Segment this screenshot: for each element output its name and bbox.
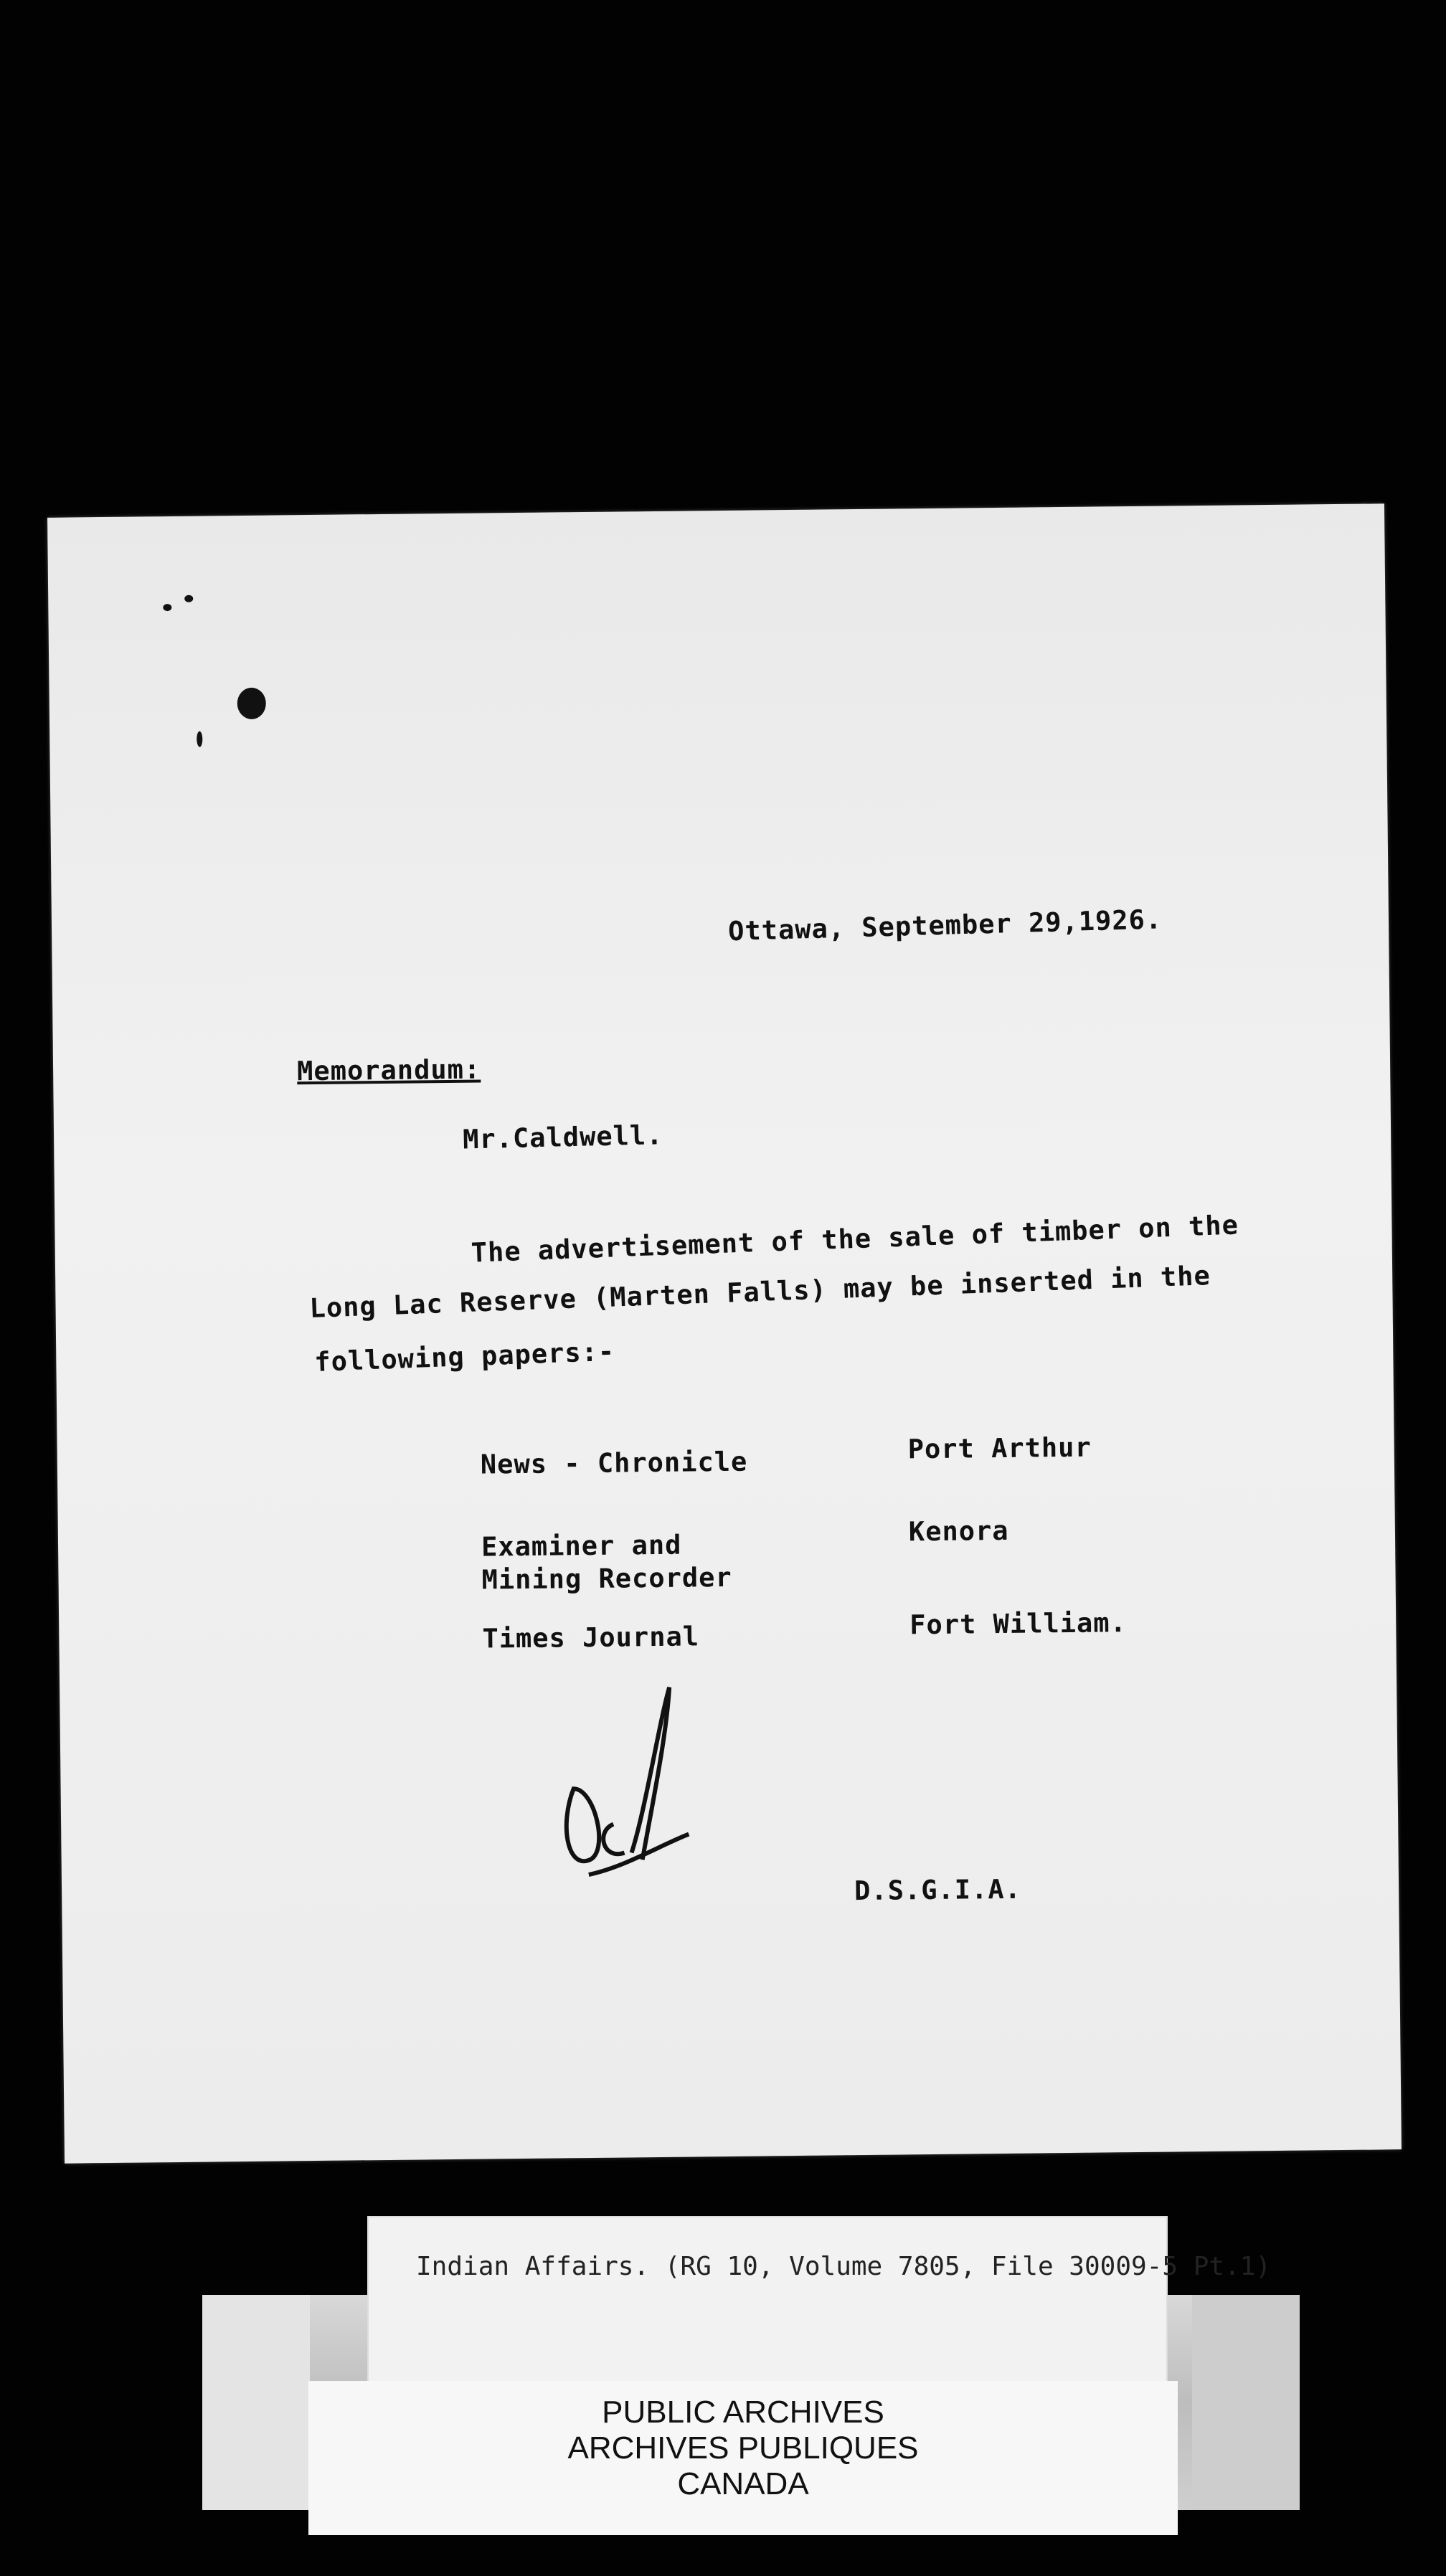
punch-hole [237, 688, 266, 719]
ink-speck [184, 595, 193, 602]
stamp-line: ARCHIVES PUBLIQUES [567, 2430, 919, 2466]
ink-speck [197, 731, 202, 747]
body-line: following papers:- [313, 1335, 615, 1378]
stamp-tab-left [202, 2295, 310, 2510]
newspaper-name: News - Chronicle [480, 1446, 748, 1480]
body-line: The advertisement of the sale of timber on the [471, 1209, 1239, 1269]
newspaper-place: Port Arthur [907, 1431, 1092, 1465]
archive-stamp [308, 2381, 1178, 2535]
stamp-tab-right [1192, 2295, 1300, 2510]
memo-heading: Memorandum: [296, 1053, 481, 1087]
body-line: Long Lac Reserve (Marten Falls) may be inserted in the [308, 1260, 1211, 1325]
stamp-line: CANADA [677, 2466, 809, 2501]
ink-speck [163, 604, 171, 611]
stamp-line: PUBLIC ARCHIVES [602, 2395, 884, 2430]
newspaper-place: Fort William. [909, 1607, 1128, 1641]
newspaper-name-line2: Mining Recorder [481, 1561, 732, 1596]
dateline: Ottawa, September 29,1926. [727, 904, 1163, 947]
handwritten-initials [544, 1680, 704, 1882]
newspaper-name: Examiner and [481, 1529, 682, 1563]
newspaper-name: Times Journal [482, 1621, 700, 1654]
signature-block: D.S.G.I.A. [854, 1873, 1022, 1907]
archive-reference-text: Indian Affairs. (RG 10, Volume 7805, File 30009-5 Pt.1) [416, 2252, 1272, 2281]
newspaper-place: Kenora [908, 1515, 1009, 1548]
memo-page [47, 503, 1402, 2163]
addressee: Mr.Caldwell. [462, 1119, 663, 1155]
archive-reference-label [367, 2216, 1168, 2398]
